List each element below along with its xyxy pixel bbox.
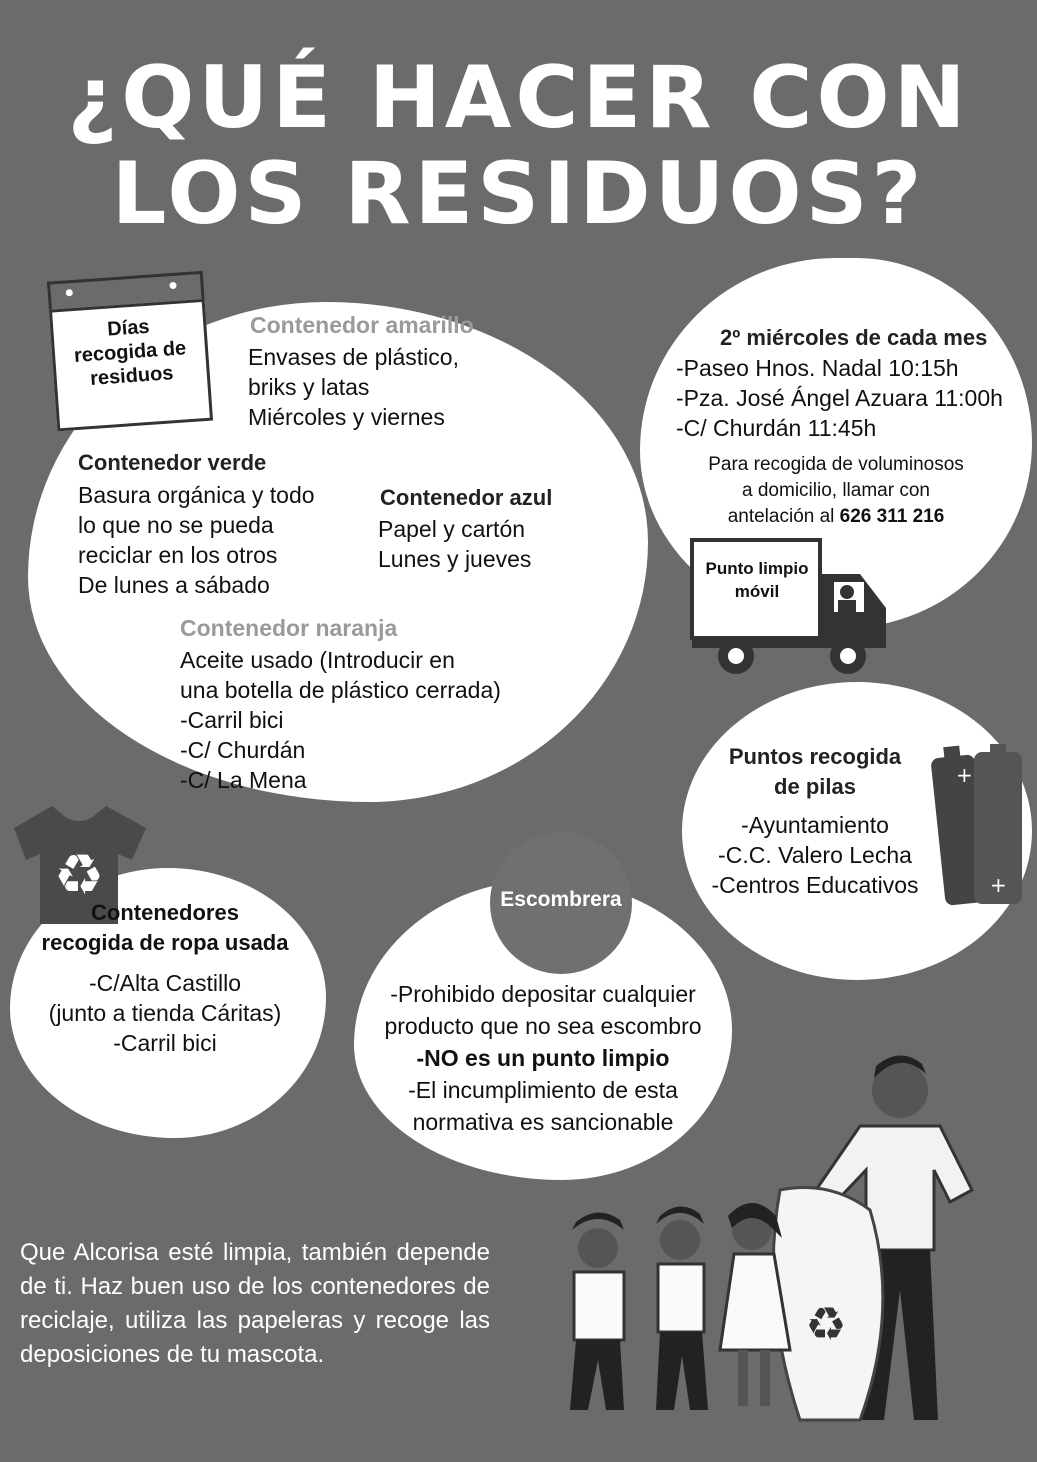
escombrera-line: producto que no sea escombro: [384, 1013, 702, 1039]
punto-movil-line: -Pza. José Ángel Azuara 11:00h: [676, 385, 1003, 411]
svg-text:♻: ♻: [53, 843, 105, 908]
naranja-line: -Carril bici: [180, 707, 284, 733]
pilas-heading: [700, 742, 930, 802]
truck-label-line: Punto limpio: [705, 559, 809, 578]
page-title-line1: ¿QUÉ HACER CON: [67, 48, 970, 148]
punto-movil-note-line: a domicilio, llamar con: [742, 480, 930, 501]
svg-text:+: +: [956, 763, 973, 787]
verde-line: Basura orgánica y todo: [78, 482, 315, 508]
pilas-line: -Centros Educativos: [711, 872, 919, 898]
punto-movil-note: [676, 452, 996, 530]
amarillo-text: [248, 342, 459, 432]
naranja-line: Aceite usado (Introducir en: [180, 647, 455, 673]
ropa-line: -Carril bici: [113, 1030, 217, 1056]
verde-text: [78, 480, 315, 600]
svg-text:♻: ♻: [805, 1297, 847, 1351]
escombrera-line: -Prohibido depositar cualquier: [390, 981, 696, 1007]
punto-movil-line: -C/ Churdán 11:45h: [676, 415, 877, 441]
azul-text: [378, 514, 531, 574]
azul-line: Papel y cartón: [378, 516, 526, 542]
amarillo-line: briks y latas: [248, 374, 370, 400]
naranja-line: -C/ Churdán: [180, 737, 306, 763]
pilas-line: -Ayuntamiento: [741, 812, 889, 838]
truck-label-line: móvil: [734, 582, 780, 601]
ropa-heading: [20, 898, 310, 958]
naranja-line: una botella de plástico cerrada): [180, 677, 501, 703]
calendar-label-line: residuos: [89, 362, 175, 390]
punto-movil-heading: 2º miércoles de cada mes: [720, 325, 988, 350]
pilas-line: -C.C. Valero Lecha: [718, 842, 912, 868]
calendar-label-line: Días: [106, 315, 151, 341]
amarillo-line: Envases de plástico,: [248, 344, 459, 370]
svg-text:+: +: [990, 873, 1007, 897]
verde-heading: Contenedor verde: [78, 450, 267, 475]
escombrera-line: -NO es un punto limpio: [416, 1045, 670, 1071]
azul-line: Lunes y jueves: [378, 546, 532, 572]
azul-heading: Contenedor azul: [380, 485, 553, 510]
pilas-heading-line: de pilas: [774, 774, 856, 799]
ropa-heading-line: Contenedores: [91, 900, 239, 925]
ropa-heading-line: recogida de ropa usada: [41, 930, 289, 955]
naranja-line: -C/ La Mena: [180, 767, 307, 793]
verde-line: reciclar en los otros: [78, 542, 278, 568]
naranja-heading: Contenedor naranja: [180, 615, 398, 641]
battery-icon: [930, 742, 1030, 912]
truck-label: [692, 557, 822, 603]
footer-message: Que Alcorisa esté limpia, también depende de ti. Haz buen uso de los contenedores de reciclaje, utiliza las papeleras y recoge las deposiciones de tu mascota.: [20, 1239, 490, 1368]
naranja-text: [180, 645, 501, 795]
phone-number: 626 311 216: [839, 506, 945, 527]
amarillo-line: Miércoles y viernes: [248, 404, 445, 430]
ropa-line: -C/Alta Castillo: [88, 970, 242, 996]
pilas-text: [700, 810, 930, 900]
verde-line: De lunes a sábado: [78, 572, 270, 598]
punto-movil-note-line: Para recogida de voluminosos: [708, 454, 964, 475]
page-title-line2: LOS RESIDUOS?: [111, 144, 926, 244]
escombrera-line: -El incumplimiento de esta: [408, 1077, 678, 1103]
escombrera-label: Escombrera: [500, 888, 622, 911]
ropa-line: (junto a tienda Cáritas): [48, 1000, 282, 1026]
calendar-icon: [47, 271, 217, 432]
punto-movil-line: -Paseo Hnos. Nadal 10:15h: [676, 355, 959, 381]
punto-movil-note-prefix: antelación al: [727, 506, 840, 527]
calendar-label-line: recogida de: [73, 337, 187, 368]
verde-line: lo que no se pueda: [78, 512, 274, 538]
amarillo-heading: Contenedor amarillo: [250, 312, 474, 338]
people-recycling-illustration: [530, 1040, 1030, 1450]
ropa-text: [20, 968, 310, 1058]
escombrera-line: normativa es sancionable: [412, 1109, 674, 1135]
pilas-heading-line: Puntos recogida: [728, 744, 902, 769]
punto-movil-schedule: [676, 353, 1003, 443]
